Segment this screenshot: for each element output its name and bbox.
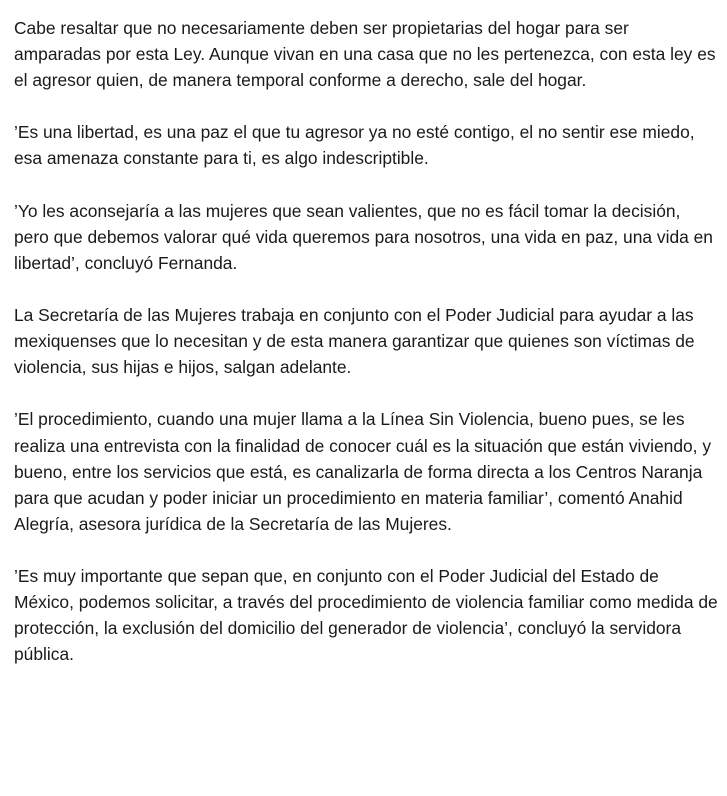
paragraph-property-rights: Cabe resaltar que no necesariamente deben ser propietarias del hogar para ser amparadas por esta Ley. Aunque vivan en una casa que no les pertenezca, con esta ley es el agresor quien, de manera temporal conforme a derecho, sale del hogar. [14,18,716,91]
paragraph-secretariat-work: La Secretaría de las Mujeres trabaja en conjunto con el Poder Judicial para ayudar a las mexiquenses que lo necesitan y de esta manera garantizar que quienes son víctimas de violencia, sus hijas e hijos, salgan adelante. [14,305,695,378]
paragraph-procedure-quote: ’El procedimiento, cuando una mujer llama a la Línea Sin Violencia, bueno pues, se les realiza una entrevista con la finalidad de conocer cuál es la situación que están viviendo, y bueno, entre los servicios que está, es canalizarla de forma directa a los Centros Naranja para que acudan y poder iniciar un procedimiento en materia familiar’, comentó Anahid Alegría, asesora jurídica de la Secretaría de las Mujeres. [14,409,712,534]
paragraph-advice-quote: ’Yo les aconsejaría a las mujeres que sean valientes, que no es fácil tomar la decisión, pero que debemos valorar qué vida queremos para nosotros, una vida en paz, una vida en libertad’, concluyó Fernanda. [14,200,713,273]
paragraph-freedom-quote: ’Es una libertad, es una paz el que tu agresor ya no esté contigo, el no sentir ese miedo, esa amenaza constante para ti, es algo indescriptible. [14,122,695,169]
paragraph-protection-quote: ’Es muy importante que sepan que, en conjunto con el Poder Judicial del Estado de México, podemos solicitar, a través del procedimiento de violencia familiar como medida de protección, la exclusión del domicilio del generador de violencia’, concluyó la servidora pública. [14,565,718,665]
